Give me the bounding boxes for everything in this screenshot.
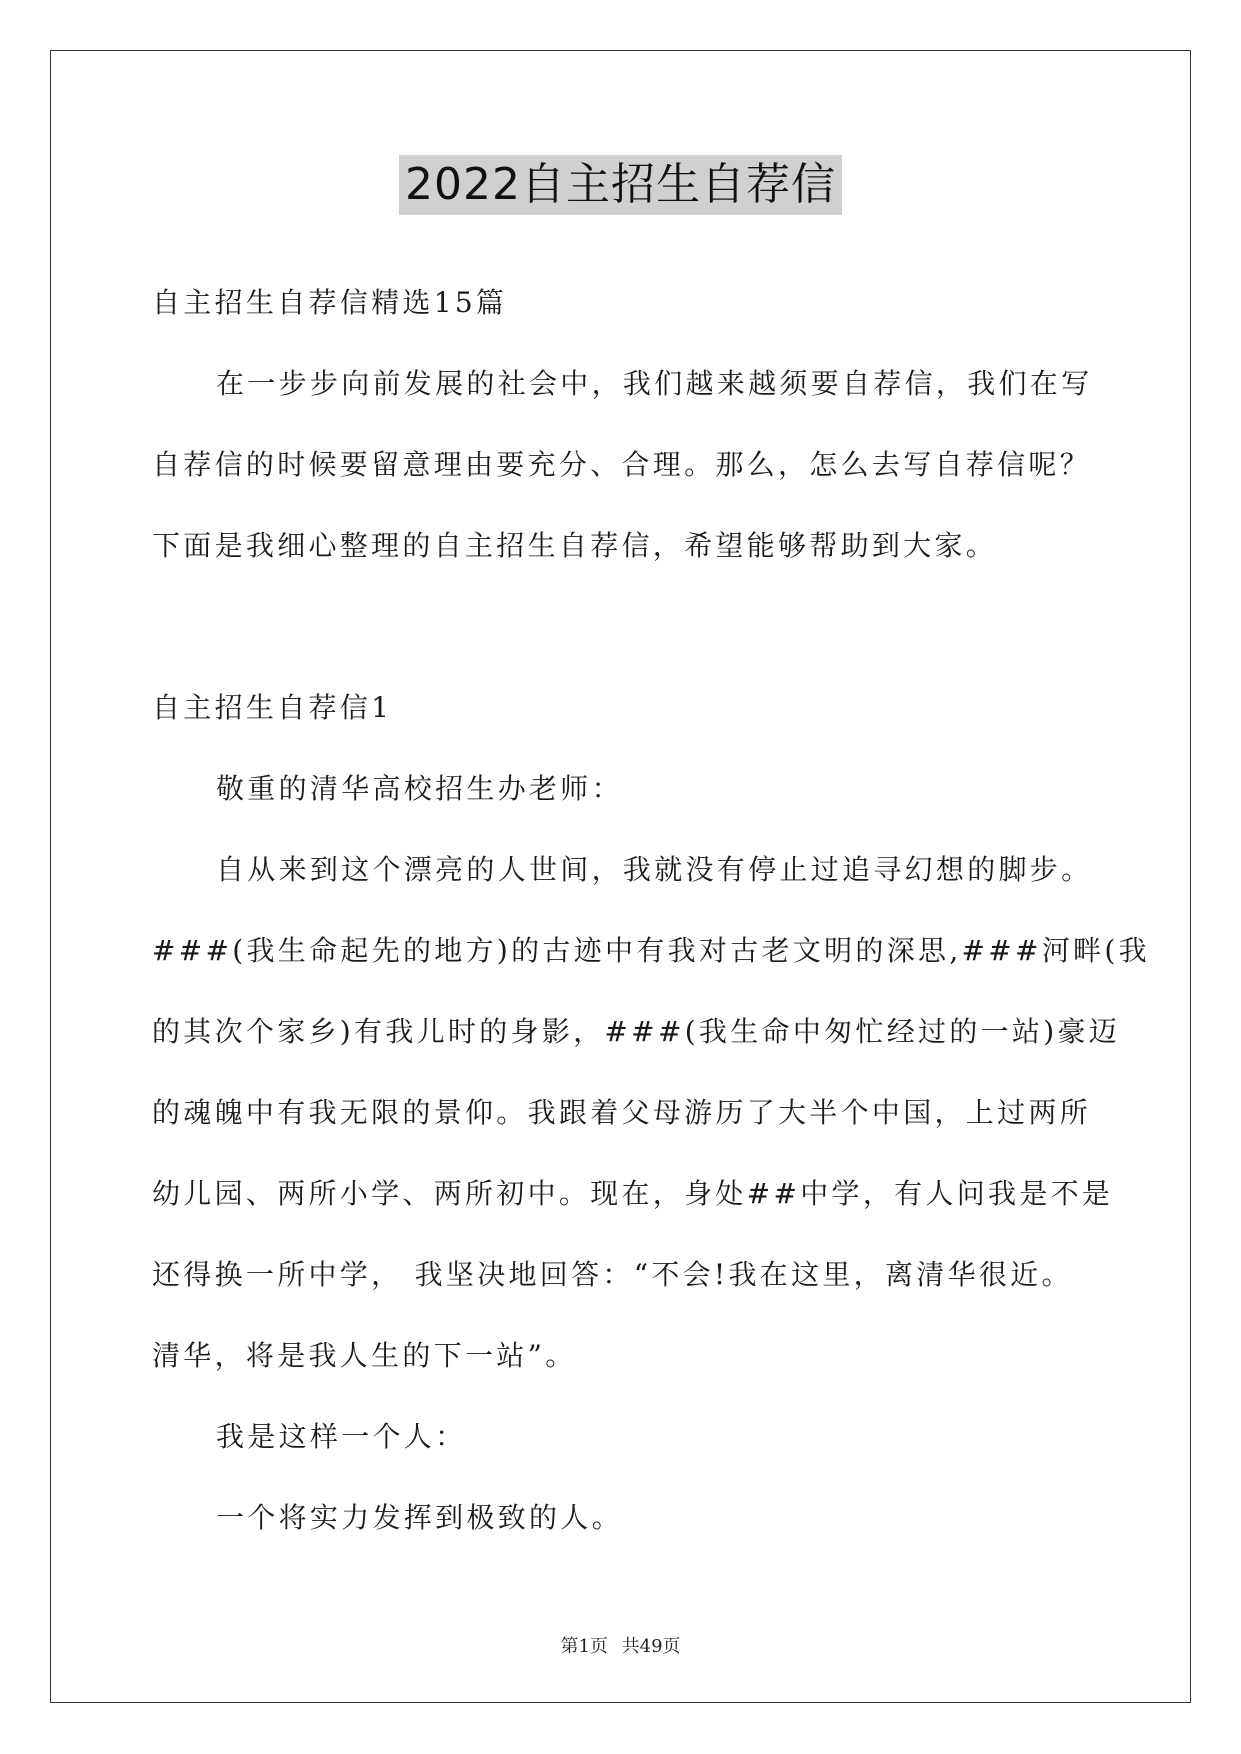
intro-line-2: 自荐信的时候要留意理由要充分、合理。那么，怎么去写自荐信呢？ (152, 448, 1092, 481)
salutation: 敬重的清华高校招生办老师： (216, 772, 623, 805)
body-line-1: 自从来到这个漂亮的人世间，我就没有停止过追寻幻想的脚步。 (216, 853, 1093, 886)
body-line-7: 清华，将是我人生的下一站”。 (152, 1339, 577, 1372)
title-container (0, 155, 1241, 215)
body-line-6: 还得换一所中学， 我坚决地回答：“不会!我在这里，离清华很近。 (152, 1258, 1073, 1291)
page-total: 共49页 (621, 1636, 681, 1657)
body-line-2: ###(我生命起先的地方)的古迹中有我对古老文明的深思,###河畔(我 (152, 934, 1150, 967)
section-heading: 自主招生自荐信1 (152, 691, 393, 724)
intro-line-3: 下面是我细心整理的自主招生自荐信，希望能够帮助到大家。 (152, 529, 998, 562)
body-line-3: 的其次个家乡)有我儿时的身影，###(我生命中匆忙经过的一站)豪迈 (152, 1015, 1121, 1048)
body-line-4: 的魂魄中有我无限的景仰。我跟着父母游历了大半个中国，上过两所 (152, 1096, 1092, 1129)
page-number: 第1页 (560, 1636, 608, 1657)
intro-line-1: 在一步步向前发展的社会中，我们越来越须要自荐信，我们在写 (216, 367, 1093, 400)
body-line-5: 幼儿园、两所小学、两所初中。现在，身处##中学，有人问我是不是 (152, 1177, 1114, 1210)
paragraph-gap (152, 586, 1097, 667)
closing-line-1: 我是这样一个人： (216, 1420, 467, 1453)
closing-line-2: 一个将实力发挥到极致的人。 (216, 1501, 623, 1534)
subtitle: 自主招生自荐信精选15篇 (152, 286, 508, 319)
document-body (152, 262, 1150, 1558)
page-footer (0, 1632, 1241, 1658)
document-title: 2022自主招生自荐信 (399, 155, 842, 215)
